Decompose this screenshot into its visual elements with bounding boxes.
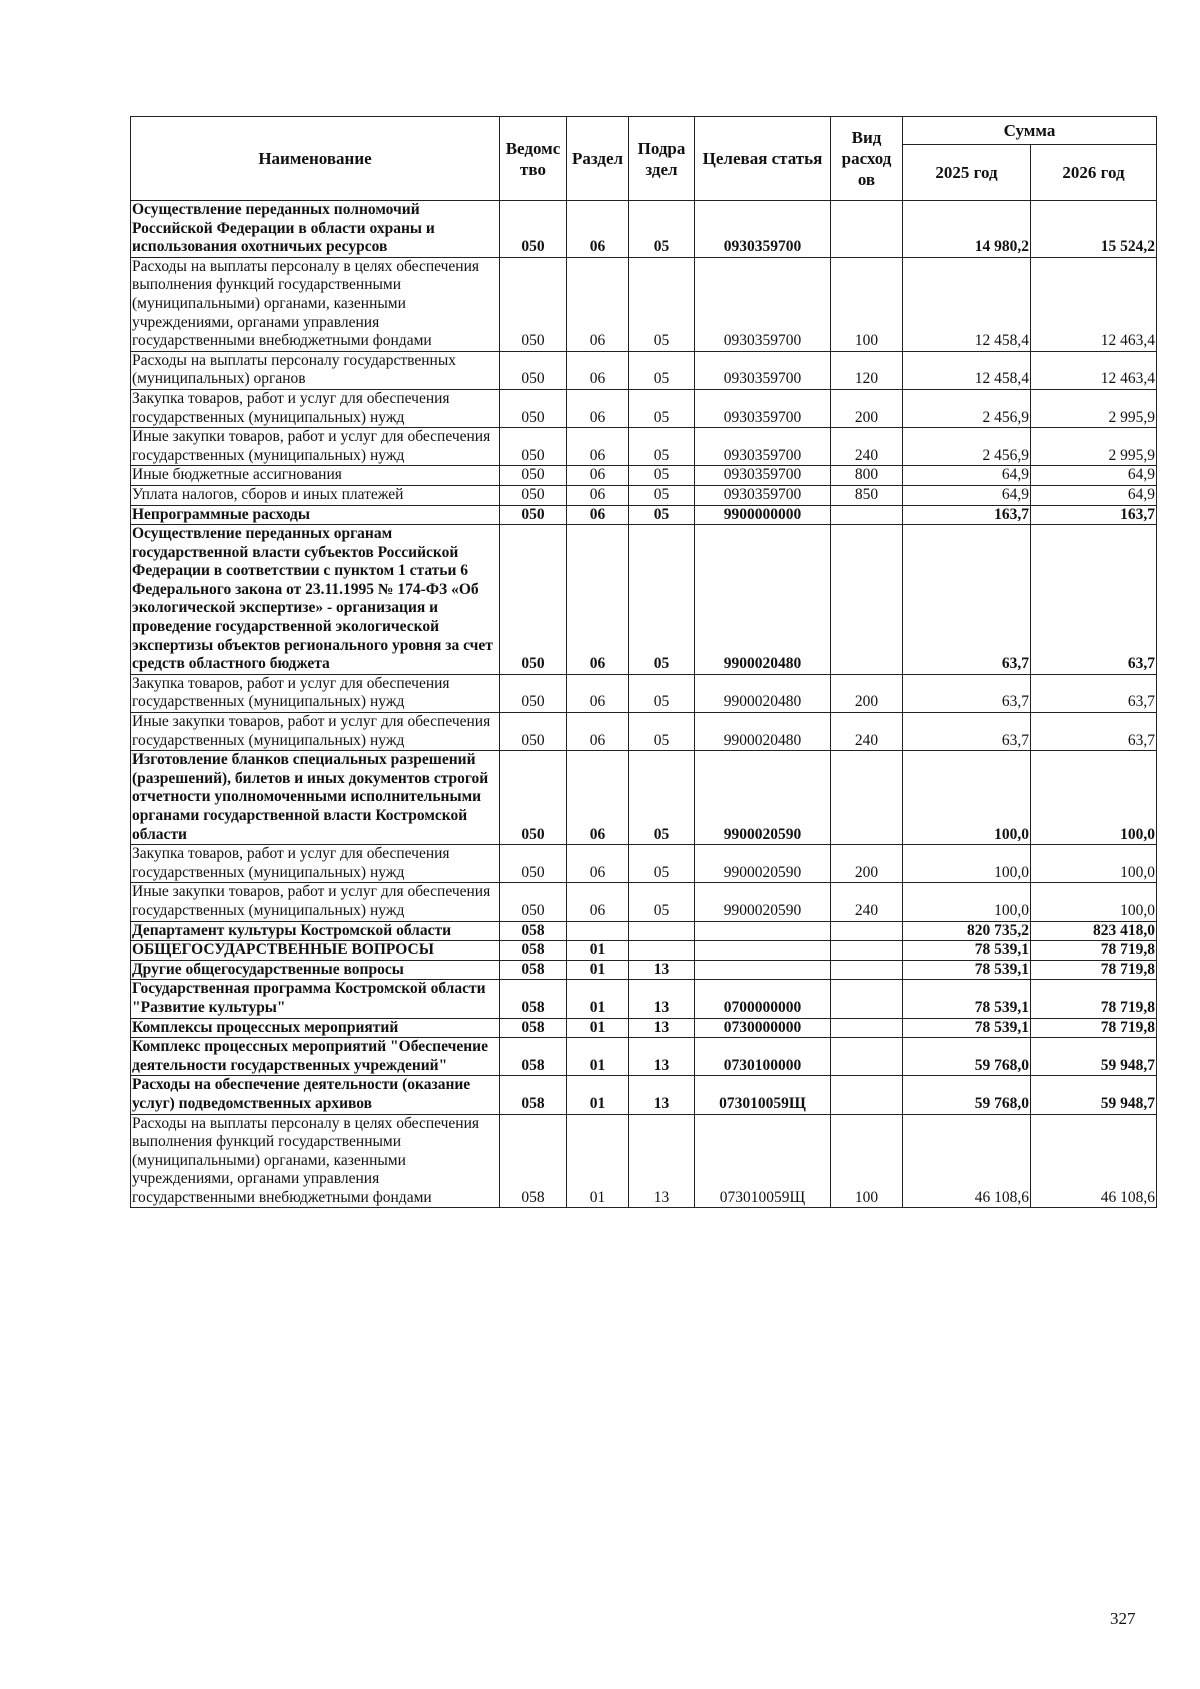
cell-vid-rashodov	[831, 201, 903, 258]
cell-sum-2026: 78 719,8	[1031, 980, 1157, 1018]
cell-name: Расходы на выплаты персоналу в целях обеспечения выполнения функций государственными (муниципальными) органами, казенными учреждениями, органами управления государственными внебюджетными фондами	[131, 257, 500, 351]
cell-sum-2025: 163,7	[903, 505, 1031, 525]
cell-vid-rashodov	[831, 980, 903, 1018]
cell-name: Государственная программа Костромской области "Развитие культуры"	[131, 980, 500, 1018]
cell-razdel: 06	[567, 525, 629, 675]
cell-vid-rashodov: 120	[831, 351, 903, 389]
table-row	[131, 1076, 1157, 1114]
cell-razdel: 06	[567, 257, 629, 351]
page-number: 327	[1110, 1609, 1136, 1628]
cell-celevaya-statya: 0930359700	[695, 485, 831, 505]
cell-razdel: 06	[567, 351, 629, 389]
cell-razdel: 06	[567, 883, 629, 921]
cell-vedomstvo: 050	[500, 389, 567, 427]
cell-sum-2026: 2 995,9	[1031, 428, 1157, 466]
cell-sum-2025: 63,7	[903, 525, 1031, 675]
table-row	[131, 941, 1157, 961]
cell-sum-2026: 63,7	[1031, 674, 1157, 712]
cell-name: Осуществление переданных полномочий Российской Федерации в области охраны и использования охотничьих ресурсов	[131, 201, 500, 258]
cell-sum-2025: 59 768,0	[903, 1076, 1031, 1114]
cell-vedomstvo: 050	[500, 485, 567, 505]
cell-podrazdel: 13	[629, 1038, 695, 1076]
cell-podrazdel: 13	[629, 1114, 695, 1208]
cell-celevaya-statya	[695, 941, 831, 961]
cell-razdel: 06	[567, 505, 629, 525]
cell-podrazdel: 05	[629, 525, 695, 675]
cell-razdel: 01	[567, 1076, 629, 1114]
cell-vedomstvo: 050	[500, 883, 567, 921]
cell-razdel: 06	[567, 428, 629, 466]
cell-podrazdel: 13	[629, 980, 695, 1018]
cell-podrazdel: 05	[629, 257, 695, 351]
header-year-2026: 2026 год	[1031, 145, 1157, 201]
cell-razdel: 06	[567, 751, 629, 845]
cell-celevaya-statya	[695, 921, 831, 941]
cell-podrazdel: 05	[629, 845, 695, 883]
cell-vedomstvo: 058	[500, 1076, 567, 1114]
cell-razdel: 01	[567, 1018, 629, 1038]
cell-podrazdel: 05	[629, 674, 695, 712]
cell-sum-2025: 64,9	[903, 485, 1031, 505]
cell-sum-2025: 100,0	[903, 751, 1031, 845]
budget-table	[130, 116, 1157, 1208]
cell-celevaya-statya: 0930359700	[695, 389, 831, 427]
cell-name: ОБЩЕГОСУДАРСТВЕННЫЕ ВОПРОСЫ	[131, 941, 500, 961]
cell-podrazdel: 05	[629, 485, 695, 505]
table-row	[131, 485, 1157, 505]
cell-sum-2026: 78 719,8	[1031, 1018, 1157, 1038]
table-body	[131, 201, 1157, 1208]
cell-vedomstvo: 058	[500, 941, 567, 961]
cell-name: Иные закупки товаров, работ и услуг для обеспечения государственных (муниципальных) нужд	[131, 428, 500, 466]
table-row	[131, 845, 1157, 883]
cell-sum-2025: 820 735,2	[903, 921, 1031, 941]
cell-name: Иные закупки товаров, работ и услуг для обеспечения государственных (муниципальных) нужд	[131, 713, 500, 751]
cell-sum-2025: 100,0	[903, 883, 1031, 921]
cell-vedomstvo: 058	[500, 980, 567, 1018]
cell-podrazdel: 05	[629, 428, 695, 466]
cell-sum-2026: 100,0	[1031, 751, 1157, 845]
cell-podrazdel: 05	[629, 389, 695, 427]
cell-razdel: 01	[567, 960, 629, 980]
cell-vid-rashodov	[831, 921, 903, 941]
cell-podrazdel: 05	[629, 466, 695, 486]
cell-vid-rashodov: 850	[831, 485, 903, 505]
cell-podrazdel: 05	[629, 751, 695, 845]
table-row	[131, 751, 1157, 845]
cell-podrazdel	[629, 921, 695, 941]
cell-name: Закупка товаров, работ и услуг для обеспечения государственных (муниципальных) нужд	[131, 674, 500, 712]
table-row	[131, 389, 1157, 427]
cell-vedomstvo: 058	[500, 960, 567, 980]
cell-podrazdel: 13	[629, 960, 695, 980]
table-row	[131, 883, 1157, 921]
cell-vid-rashodov: 200	[831, 674, 903, 712]
cell-vid-rashodov: 240	[831, 883, 903, 921]
cell-vedomstvo: 058	[500, 1114, 567, 1208]
cell-name: Непрограммные расходы	[131, 505, 500, 525]
cell-vid-rashodov	[831, 1076, 903, 1114]
cell-sum-2025: 12 458,4	[903, 351, 1031, 389]
cell-sum-2026: 100,0	[1031, 883, 1157, 921]
cell-celevaya-statya: 0930359700	[695, 351, 831, 389]
cell-vid-rashodov	[831, 1018, 903, 1038]
cell-name: Закупка товаров, работ и услуг для обеспечения государственных (муниципальных) нужд	[131, 389, 500, 427]
cell-vid-rashodov	[831, 1038, 903, 1076]
cell-sum-2025: 63,7	[903, 674, 1031, 712]
cell-sum-2026: 823 418,0	[1031, 921, 1157, 941]
cell-sum-2026: 15 524,2	[1031, 201, 1157, 258]
table-row	[131, 505, 1157, 525]
cell-celevaya-statya: 9900020480	[695, 674, 831, 712]
cell-sum-2025: 12 458,4	[903, 257, 1031, 351]
header-celevaya-statya: Целевая статья	[695, 117, 831, 201]
cell-celevaya-statya: 9900020480	[695, 525, 831, 675]
cell-name: Иные закупки товаров, работ и услуг для обеспечения государственных (муниципальных) нужд	[131, 883, 500, 921]
cell-name: Расходы на обеспечение деятельности (оказание услуг) подведомственных архивов	[131, 1076, 500, 1114]
cell-vedomstvo: 050	[500, 845, 567, 883]
table-row	[131, 980, 1157, 1018]
cell-celevaya-statya: 0930359700	[695, 257, 831, 351]
cell-razdel: 01	[567, 941, 629, 961]
cell-vedomstvo: 050	[500, 257, 567, 351]
cell-vid-rashodov	[831, 941, 903, 961]
cell-celevaya-statya	[695, 960, 831, 980]
table-row	[131, 960, 1157, 980]
cell-podrazdel: 13	[629, 1018, 695, 1038]
cell-celevaya-statya: 0700000000	[695, 980, 831, 1018]
cell-vid-rashodov: 240	[831, 428, 903, 466]
cell-name: Осуществление переданных органам государственной власти субъектов Российской Федерации в соответствии с пунктом 1 статьи 6 Федерального закона от 23.11.1995 № 174-ФЗ «Об экологической экспертизе» - организация и проведение государственной экологической экспертизы объектов регионального уровня за счет средств областного бюджета	[131, 525, 500, 675]
header-vid-rashodov: Вид расход ов	[831, 117, 903, 201]
cell-vedomstvo: 058	[500, 1018, 567, 1038]
cell-razdel: 06	[567, 389, 629, 427]
cell-sum-2025: 59 768,0	[903, 1038, 1031, 1076]
cell-vedomstvo: 050	[500, 525, 567, 675]
cell-razdel: 06	[567, 713, 629, 751]
cell-sum-2025: 78 539,1	[903, 1018, 1031, 1038]
cell-sum-2025: 100,0	[903, 845, 1031, 883]
cell-podrazdel: 13	[629, 1076, 695, 1114]
cell-celevaya-statya: 0730000000	[695, 1018, 831, 1038]
table-row	[131, 713, 1157, 751]
cell-podrazdel: 05	[629, 713, 695, 751]
cell-podrazdel: 05	[629, 505, 695, 525]
cell-vedomstvo: 050	[500, 505, 567, 525]
cell-name: Закупка товаров, работ и услуг для обеспечения государственных (муниципальных) нужд	[131, 845, 500, 883]
cell-sum-2025: 46 108,6	[903, 1114, 1031, 1208]
cell-sum-2026: 163,7	[1031, 505, 1157, 525]
cell-razdel	[567, 921, 629, 941]
cell-sum-2025: 2 456,9	[903, 428, 1031, 466]
cell-celevaya-statya: 073010059Щ	[695, 1076, 831, 1114]
cell-celevaya-statya: 9900020590	[695, 845, 831, 883]
cell-celevaya-statya: 0930359700	[695, 466, 831, 486]
cell-vedomstvo: 050	[500, 751, 567, 845]
header-podrazdel: Подра здел	[629, 117, 695, 201]
cell-vedomstvo: 050	[500, 674, 567, 712]
cell-name: Иные бюджетные ассигнования	[131, 466, 500, 486]
cell-sum-2025: 78 539,1	[903, 980, 1031, 1018]
cell-podrazdel: 05	[629, 201, 695, 258]
cell-razdel: 01	[567, 1114, 629, 1208]
header-vedomstvo: Ведомс тво	[500, 117, 567, 201]
table-row	[131, 1018, 1157, 1038]
cell-razdel: 06	[567, 466, 629, 486]
cell-sum-2025: 2 456,9	[903, 389, 1031, 427]
table-row	[131, 1038, 1157, 1076]
cell-name: Комплекс процессных мероприятий "Обеспечение деятельности государственных учреждений"	[131, 1038, 500, 1076]
cell-celevaya-statya: 073010059Щ	[695, 1114, 831, 1208]
table-row	[131, 674, 1157, 712]
cell-celevaya-statya: 9900000000	[695, 505, 831, 525]
cell-name: Расходы на выплаты персоналу в целях обеспечения выполнения функций государственными (муниципальными) органами, казенными учреждениями, органами управления государственными внебюджетными фондами	[131, 1114, 500, 1208]
cell-sum-2026: 12 463,4	[1031, 257, 1157, 351]
header-summa: Сумма	[903, 117, 1157, 145]
cell-celevaya-statya: 9900020590	[695, 883, 831, 921]
cell-vedomstvo: 058	[500, 921, 567, 941]
cell-sum-2026: 59 948,7	[1031, 1076, 1157, 1114]
cell-sum-2026: 46 108,6	[1031, 1114, 1157, 1208]
table-row	[131, 257, 1157, 351]
cell-name: Изготовление бланков специальных разрешений (разрешений), билетов и иных документов строгой отчетности уполномоченными исполнительными органами государственной власти Костромской области	[131, 751, 500, 845]
table-row	[131, 525, 1157, 675]
cell-sum-2025: 64,9	[903, 466, 1031, 486]
header-razdel: Раздел	[567, 117, 629, 201]
cell-sum-2026: 63,7	[1031, 525, 1157, 675]
cell-podrazdel: 05	[629, 351, 695, 389]
cell-sum-2026: 64,9	[1031, 485, 1157, 505]
cell-razdel: 06	[567, 201, 629, 258]
cell-razdel: 06	[567, 845, 629, 883]
cell-celevaya-statya: 9900020590	[695, 751, 831, 845]
cell-vedomstvo: 050	[500, 466, 567, 486]
cell-vedomstvo: 050	[500, 351, 567, 389]
cell-name: Расходы на выплаты персоналу государственных (муниципальных) органов	[131, 351, 500, 389]
cell-razdel: 01	[567, 980, 629, 1018]
cell-vedomstvo: 050	[500, 201, 567, 258]
cell-vid-rashodov	[831, 525, 903, 675]
cell-name: Департамент культуры Костромской области	[131, 921, 500, 941]
cell-sum-2026: 12 463,4	[1031, 351, 1157, 389]
cell-sum-2026: 78 719,8	[1031, 960, 1157, 980]
cell-vid-rashodov: 240	[831, 713, 903, 751]
cell-vid-rashodov: 200	[831, 845, 903, 883]
cell-vid-rashodov: 800	[831, 466, 903, 486]
cell-sum-2026: 63,7	[1031, 713, 1157, 751]
table-row	[131, 1114, 1157, 1208]
cell-razdel: 06	[567, 674, 629, 712]
cell-razdel: 01	[567, 1038, 629, 1076]
cell-sum-2025: 78 539,1	[903, 960, 1031, 980]
cell-vedomstvo: 050	[500, 713, 567, 751]
cell-name: Уплата налогов, сборов и иных платежей	[131, 485, 500, 505]
cell-vid-rashodov: 100	[831, 257, 903, 351]
header-name: Наименование	[131, 117, 500, 201]
cell-celevaya-statya: 0930359700	[695, 428, 831, 466]
cell-celevaya-statya: 0730100000	[695, 1038, 831, 1076]
cell-podrazdel: 05	[629, 883, 695, 921]
cell-vid-rashodov: 100	[831, 1114, 903, 1208]
cell-vid-rashodov	[831, 505, 903, 525]
cell-sum-2026: 2 995,9	[1031, 389, 1157, 427]
table-row	[131, 921, 1157, 941]
cell-sum-2025: 78 539,1	[903, 941, 1031, 961]
cell-vid-rashodov	[831, 960, 903, 980]
table-row	[131, 428, 1157, 466]
cell-sum-2026: 64,9	[1031, 466, 1157, 486]
cell-sum-2026: 100,0	[1031, 845, 1157, 883]
cell-celevaya-statya: 0930359700	[695, 201, 831, 258]
cell-sum-2026: 59 948,7	[1031, 1038, 1157, 1076]
cell-celevaya-statya: 9900020480	[695, 713, 831, 751]
table-row	[131, 351, 1157, 389]
cell-name: Другие общегосударственные вопросы	[131, 960, 500, 980]
cell-name: Комплексы процессных мероприятий	[131, 1018, 500, 1038]
cell-sum-2026: 78 719,8	[1031, 941, 1157, 961]
header-year-2025: 2025 год	[903, 145, 1031, 201]
cell-sum-2025: 14 980,2	[903, 201, 1031, 258]
cell-vedomstvo: 050	[500, 428, 567, 466]
cell-vid-rashodov: 200	[831, 389, 903, 427]
table-row	[131, 201, 1157, 258]
cell-razdel: 06	[567, 485, 629, 505]
cell-sum-2025: 63,7	[903, 713, 1031, 751]
cell-vid-rashodov	[831, 751, 903, 845]
cell-podrazdel	[629, 941, 695, 961]
table-row	[131, 466, 1157, 486]
cell-vedomstvo: 058	[500, 1038, 567, 1076]
